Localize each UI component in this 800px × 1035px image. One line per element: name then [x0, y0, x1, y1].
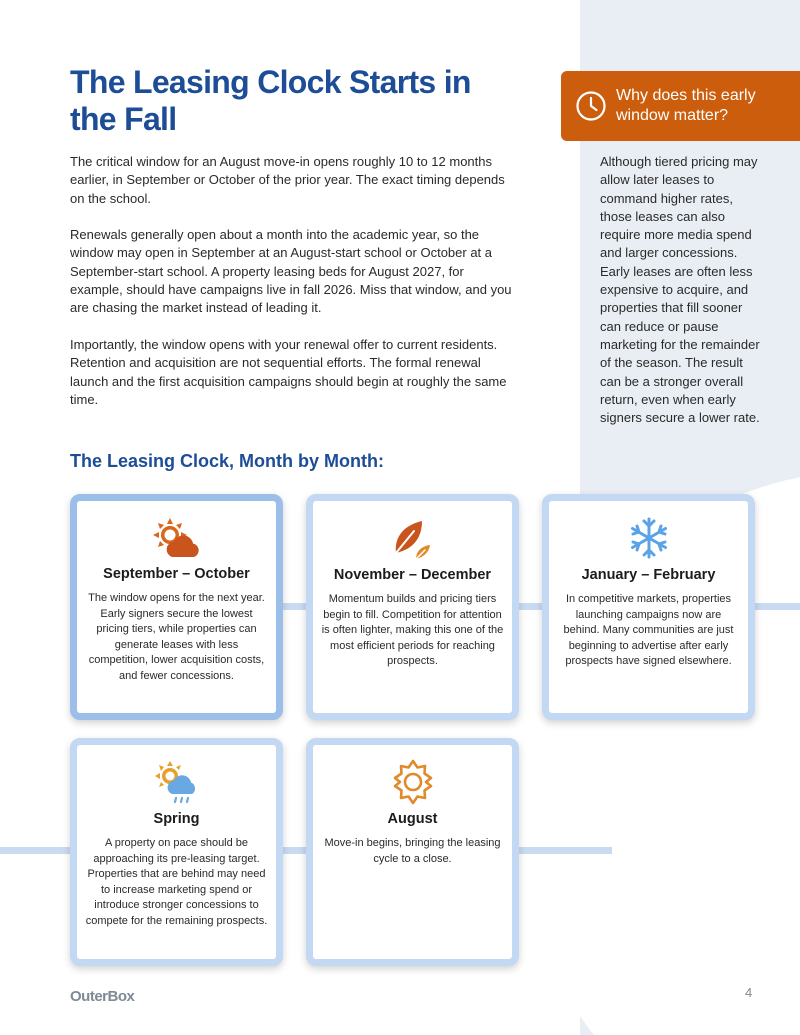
- month-card-january-february: [542, 494, 755, 720]
- intro-paragraph: Importantly, the window opens with your renewal offer to current residents. Retention and acquisition are not sequential efforts. The formal renewal launch and the first acquisition campaigns should begin at roughly the same time.: [70, 336, 507, 407]
- sun-icon: [386, 759, 440, 805]
- card-description: The window opens for the next year. Early signers secure the lowest pricing tiers, while properties can generate leases with less competition, lower acquisition costs, and fewer concessions.: [88, 592, 265, 682]
- card-description: A property on pace should be approaching its pre-leasing target. Properties that are behind may need to increase marketing spend or introduce stronger concessions to compete for the remaining prospects.: [85, 837, 268, 927]
- card-title: September – October: [103, 566, 250, 582]
- card-description: Momentum builds and pricing tiers begin to fill. Competition for attention is often lighter, making this one of the most efficient periods for reaching prospects.: [321, 593, 504, 668]
- snowflake-icon: [622, 515, 676, 561]
- callout-header: [561, 71, 800, 141]
- card-description: In competitive markets, properties launching campaigns now are behind. Many communities are just beginning to advertise after early prospects have signed elsewhere.: [563, 593, 734, 668]
- callout-body: Although tiered pricing may allow later leases to command higher rates, those leases can also require more media spend and larger concessions. Early leases are often less expensive to acquire, and properties that fill sooner can reduce or pause marketing for the remainder of the season. The result can be a stronger overall return, even when early signers secure a lower rate.: [600, 154, 760, 426]
- card-title: January – February: [581, 567, 716, 583]
- section-heading: The Leasing Clock, Month by Month:: [70, 451, 384, 471]
- sun-rain-cloud-icon: [150, 759, 204, 805]
- month-card-november-december: [306, 494, 519, 720]
- autumn-leaf-icon: [386, 515, 440, 561]
- timeline-connector: [748, 603, 800, 610]
- card-description: Move-in begins, bringing the leasing cycle to a close.: [324, 837, 501, 865]
- month-card-spring: [70, 738, 283, 966]
- intro-paragraph: Renewals generally open about a month into the academic year, so the window may open in September at an August-start school or October at a September-start school. A property leasing beds for August 2027, for example, should have campaigns live in fall 2026. Miss that window, and you are chasing the market instead of leading it.: [70, 227, 512, 316]
- page-number: 4: [745, 985, 753, 1000]
- timeline-connector: [512, 847, 612, 854]
- card-title: August: [387, 811, 438, 827]
- timeline-connector: [0, 847, 76, 854]
- intro-text: [70, 153, 515, 427]
- month-card-august: [306, 738, 519, 966]
- page-title: The Leasing Clock Starts in the Fall: [70, 64, 471, 137]
- card-title: Spring: [153, 811, 200, 827]
- outerbox-logo: OuterBox: [70, 988, 135, 1005]
- month-card-september-october: [70, 494, 283, 720]
- callout-title: Why does this early window matter?: [616, 87, 756, 124]
- sun-cloud-icon: [150, 515, 204, 561]
- intro-paragraph: The critical window for an August move-in opens roughly 10 to 12 months earlier, in September or October of the prior year. The exact timing depends on the school.: [70, 154, 505, 206]
- clock-icon: [575, 90, 607, 122]
- card-title: November – December: [333, 567, 492, 583]
